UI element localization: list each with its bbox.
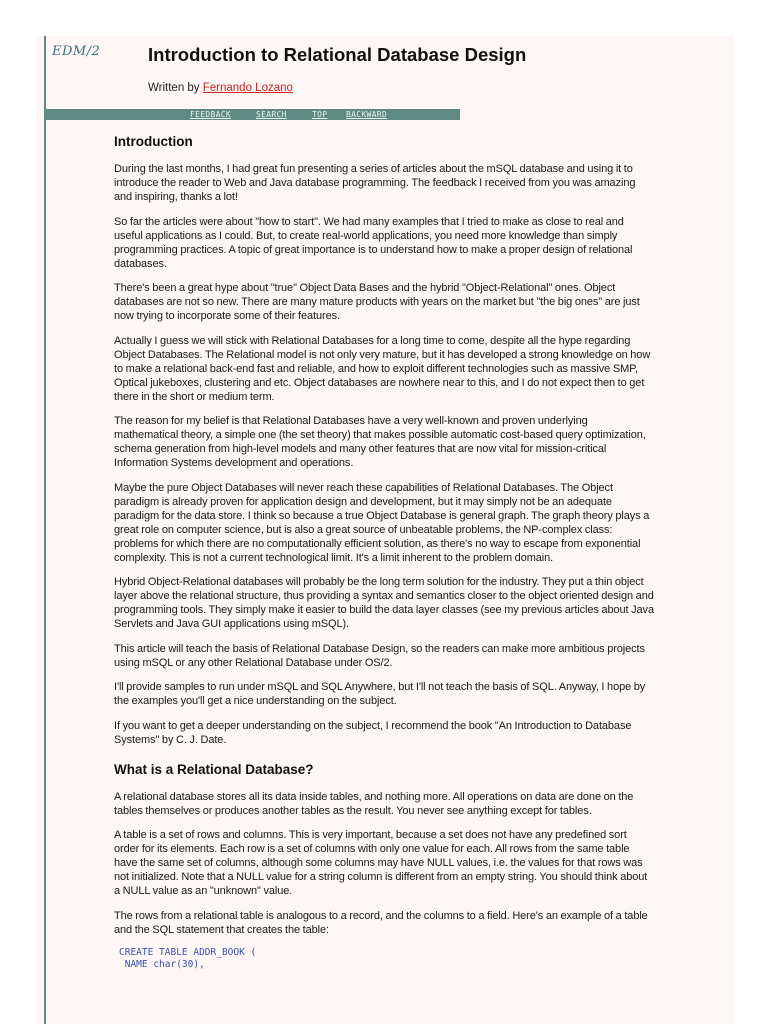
- intro-paragraph: During the last months, I had great fun presenting a series of articles about the mSQL database and using it to introduce the reader to Web and Java database programming. The feedback I received from you was amazing and inspiring, thanks a lot!: [114, 163, 636, 203]
- page-title: Introduction to Relational Database Design: [148, 44, 527, 65]
- nav-search-link[interactable]: SEARCH: [256, 110, 287, 119]
- introduction-heading: Introduction: [114, 134, 193, 149]
- intro-paragraph: The reason for my belief is that Relational Databases have a very well-known and proven underlying mathematical theory, a simple one (the set theory) that makes possible automatic cost-based query optimization, schema generation from high-level models and many other features that are now vital for mission-critical Information Systems development and operations.: [114, 415, 646, 469]
- intro-paragraph: Maybe the pure Object Databases will never reach these capabilities of Relational Databases. The Object paradigm is already proven for application design and development, but it may simply not be an adequate paradigm for the data store. I think so because a true Object Database is general graph. The graph theory plays a great role on computer science, but is also a great source of unbeatable problems, the NP-complex class: problems for which there are no computationally efficient solution, as there's no way to escape from exponential complexity. This is not a current technological limit. It's a limit inherent to the problem domain.: [114, 481, 650, 564]
- byline: [148, 82, 293, 94]
- nav-backward-link[interactable]: BACKWARD: [346, 110, 387, 119]
- intro-paragraph: There's been a great hype about "true" Object Data Bases and the hybrid "Object-Relational" ones. Object databases are not so new. There are many mature products with years on the market but "the big ones" are just now trying to incorporate some of their features.: [114, 282, 640, 322]
- intro-paragraph: If you want to get a deeper understanding on the subject, I recommend the book "An Introduction to Database Systems" by C. J. Date.: [114, 719, 632, 746]
- sql-code-block: [119, 947, 654, 971]
- intro-paragraph: This article will teach the basis of Relational Database Design, so the readers can make more ambitious projects using mSQL or any other Relational Database under OS/2.: [114, 642, 645, 669]
- author-link[interactable]: Fernando Lozano: [202, 82, 293, 94]
- left-margin-rule: [44, 36, 46, 1024]
- intro-paragraph: I'll provide samples to run under mSQL and SQL Anywhere, but I'll not teach the basis of SQL. Anyway, I hope by the examples you'll get a nice understanding on the subject.: [114, 681, 646, 707]
- edm2-logo[interactable]: EDM/2: [52, 44, 101, 59]
- rdb-paragraph: A table is a set of rows and columns. This is very important, because a set does not have any predefined sort order for its elements. Each row is a set of columns with only one value for each. All rows from the same table have the same set of columns, although some columns may have NULL values, i.e. the values for that rows was not initialized. Note that a NULL value for a string column is different from an empty string. You should think about a NULL value as an "unknown" value.: [114, 829, 648, 897]
- code-line: NAME char(30),: [119, 959, 205, 970]
- nav-top-link[interactable]: TOP: [312, 110, 328, 119]
- intro-paragraph: Actually I guess we will stick with Relational Databases for a long time to come, despite all the hype regarding Object Databases. The Relational model is not only very mature, but it has developed a strong knowledge on how to make a relational back-end fast and reliable, and how to exploit different technologies such as massive SMP, Optical jukeboxes, clustering and etc. Object databases are nowhere near to this, and I do not expect then to get there in the short or medium term.: [114, 334, 651, 403]
- code-line: CREATE TABLE ADDR_BOOK (: [119, 947, 257, 958]
- intro-paragraph: Hybrid Object-Relational databases will probably be the long term solution for the industry. They put a thin object layer above the relational structure, thus providing a syntax and semantics closer to the object oriented design and programming tools. They simply make it easier to build the data layer classes (see my previous articles about Java Servlets and Java GUI applications using mSQL).: [114, 576, 654, 630]
- nav-feedback-link[interactable]: FEEDBACK: [190, 110, 231, 119]
- rdb-paragraph: A relational database stores all its data inside tables, and nothing more. All operations on data are done on the tables themselves or produces another tables as the result. You never see anything except for tables.: [114, 790, 634, 817]
- byline-prefix: Written by: [148, 82, 203, 94]
- navigation-bar: [44, 109, 460, 120]
- intro-paragraph: So far the articles were about "how to start". We had many examples that I tried to make as close to real and useful applications as I could. But, to create real-world applications, you need more knowledge than simply programming practices. A topic of great importance is to understand how to make a proper design of relational databases.: [114, 215, 633, 270]
- article-content: [114, 134, 654, 971]
- rdb-paragraph: The rows from a relational table is analogous to a record, and the columns to a field. Here's an example of a table and the SQL statement that creates the table:: [114, 909, 648, 936]
- relational-database-heading: What is a Relational Database?: [114, 761, 314, 777]
